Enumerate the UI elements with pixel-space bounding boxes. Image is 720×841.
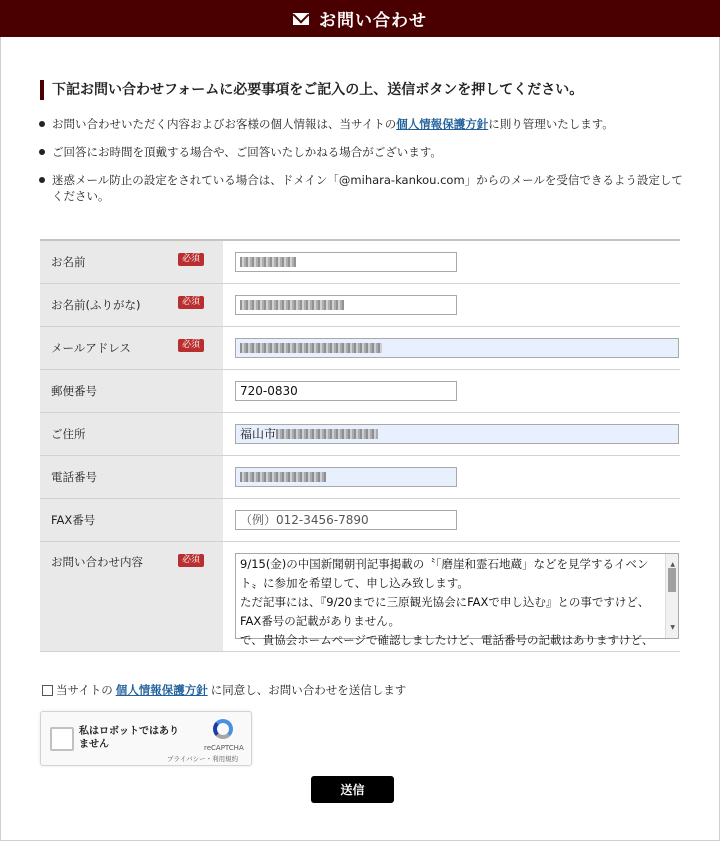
redacted-value [240,343,382,353]
label-text: メールアドレス [51,340,131,355]
address-value: 福山市 [240,426,277,441]
field-label [40,498,223,541]
recaptcha-brand: reCAPTCHA [204,744,244,752]
label-text: 郵便番号 [51,383,97,398]
required-badge: 必須 [178,339,204,352]
scroll-down-icon[interactable]: ▼ [670,624,675,631]
name-input[interactable] [235,252,457,272]
form-row-name [40,240,680,283]
recaptcha-links[interactable]: プライバシー・利用規約 [167,755,239,763]
phone-input[interactable] [235,467,457,487]
inquiry-line: ただ記事には、『9/20までに三原観光協会にFAXで申し込む』との事ですけど、FAX番号の記載がありません。 [240,595,650,628]
inquiry-line: で、貴協会ホームページで確認しましたけど、電話番号の記載はありますけど、 [240,633,654,647]
recaptcha-checkbox[interactable] [50,727,74,751]
label-text: ご住所 [51,426,86,441]
recaptcha-label: 私はロボットではありません [79,726,179,750]
form-row-inquiry [40,541,680,651]
envelope-icon [293,13,309,25]
inquiry-line: 9/15(金)の中国新聞朝刊記事掲載の〝「磨崖和霊石地蔵」などを見学するイベント〟に参加を希望して、申し込み致します。 [240,557,649,590]
redacted-value [276,429,378,439]
field-label [40,283,223,326]
form-row-postal [40,369,680,412]
address-input[interactable] [235,424,679,444]
recaptcha-widget [40,711,252,766]
postal-code-input[interactable]: 720-0830 [235,381,457,401]
furigana-input[interactable] [235,295,457,315]
fax-input[interactable]: （例）012-3456-7890 [235,510,457,530]
consent-text: 当サイトの [56,683,113,697]
label-text: FAX番号 [51,512,96,527]
privacy-policy-link[interactable]: 個人情報保護方針 [396,117,489,131]
notes-list [38,116,688,216]
note-privacy [38,116,688,132]
field-label [40,455,223,498]
recaptcha-logo-icon [213,719,233,739]
note-spam: 迷惑メール防止の設定をされている場合は、ドメイン「@mihara-kankou.com」からのメールを受信できるよう設定してください。 [38,172,688,204]
redacted-value [240,300,344,310]
form-row-fax [40,498,680,541]
label-text: お名前(ふりがな) [51,297,141,312]
label-text: お名前 [51,254,86,269]
redacted-value [240,257,296,267]
consent-row [42,682,406,698]
field-label [40,541,223,651]
consent-text: に同意し、お問い合わせを送信します [210,683,407,697]
form-row-phone [40,455,680,498]
required-badge: 必須 [178,253,204,266]
textarea-scrollbar[interactable] [665,554,678,638]
submit-button[interactable]: 送信 [311,776,394,803]
note-response: ご回答にお時間を頂戴する場合や、ご回答いたしかねる場合がございます。 [38,144,688,160]
inquiry-textarea[interactable] [235,553,679,647]
scroll-up-icon[interactable]: ▲ [670,561,675,568]
form-instructions: 下記お問い合わせフォームに必要事項をご記入の上、送信ボタンを押してください。 [40,80,583,100]
required-badge: 必須 [178,296,204,309]
label-text: 電話番号 [51,469,97,484]
field-label [40,369,223,412]
consent-privacy-link[interactable]: 個人情報保護方針 [115,683,208,697]
field-label [40,326,223,369]
field-label [40,412,223,455]
page-header [0,0,720,37]
redacted-value [240,472,326,482]
page-title: お問い合わせ [319,11,427,31]
note-text: に則り管理いたします。 [488,117,614,131]
form-row-email [40,326,680,369]
note-text: お問い合わせいただく内容およびお客様の個人情報は、当サイトの [52,117,397,131]
label-text: お問い合わせ内容 [51,554,143,569]
email-input[interactable] [235,338,679,358]
form-row-address [40,412,680,455]
consent-checkbox[interactable] [42,685,53,696]
field-label [40,240,223,283]
required-badge: 必須 [178,554,204,567]
contact-form-table [40,239,680,652]
scroll-thumb[interactable] [668,568,676,592]
form-row-furigana [40,283,680,326]
